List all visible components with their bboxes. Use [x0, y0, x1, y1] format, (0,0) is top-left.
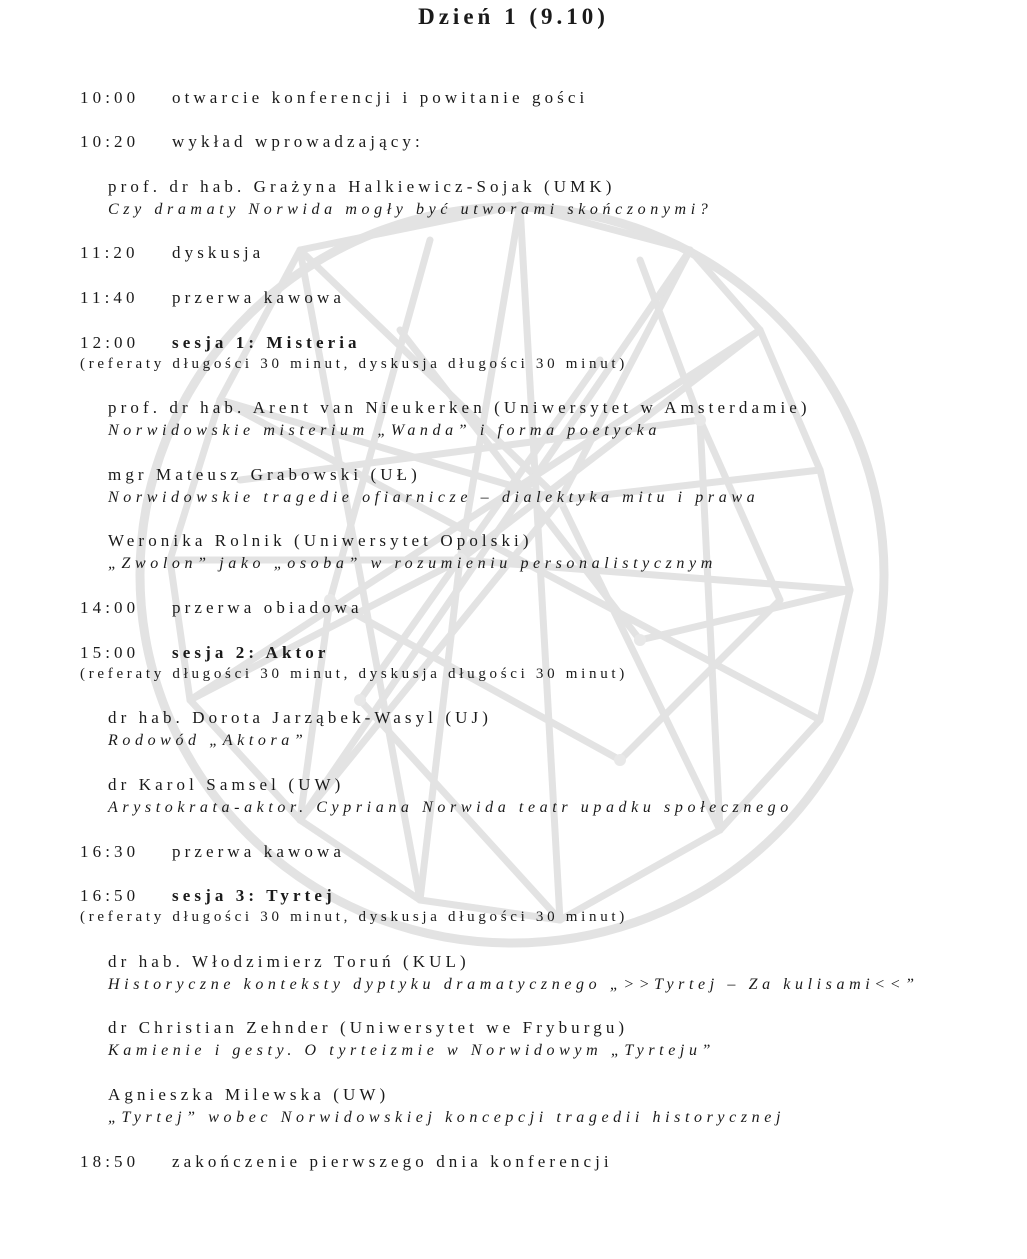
- time: 11:40: [80, 288, 139, 307]
- time: 16:50: [80, 886, 140, 905]
- talk-title: Kamienie i gesty. O tyrteizmie w Norwidowym „Tyrteju”: [108, 1042, 716, 1059]
- time: 15:00: [80, 643, 140, 662]
- session-label: sesja 1: Misteria: [172, 333, 361, 352]
- time: 11:20: [80, 243, 139, 262]
- time: 10:20: [80, 132, 140, 151]
- schedule-item-session-2: [80, 643, 330, 663]
- talk-title: Norwidowskie misterium „Wanda” i forma poetycka: [108, 422, 661, 439]
- session-label: sesja 3: Tyrtej: [172, 886, 336, 905]
- talk-title: Czy dramaty Norwida mogły być utworami skończonymi?: [108, 201, 713, 218]
- time: 10:00: [80, 88, 140, 107]
- schedule-item-discussion: [80, 243, 264, 263]
- schedule-item-opening: [80, 88, 588, 108]
- session-note: (referaty długości 30 minut, dyskusja długości 30 minut): [80, 666, 628, 682]
- speaker: dr Karol Samsel (UW): [108, 775, 345, 794]
- time: 12:00: [80, 333, 140, 352]
- speaker: dr hab. Dorota Jarząbek-Wasyl (UJ): [108, 708, 492, 727]
- schedule-item-coffee-break-2: [80, 842, 345, 862]
- schedule-item-closing: [80, 1152, 613, 1172]
- schedule-item-lunch-break: [80, 598, 363, 618]
- schedule-item-intro-lecture: [80, 132, 424, 152]
- session-label: sesja 2: Aktor: [172, 643, 330, 662]
- speaker: mgr Mateusz Grabowski (UŁ): [108, 465, 421, 484]
- speaker: prof. dr hab. Grażyna Halkiewicz-Sojak (UMK): [108, 177, 616, 196]
- speaker: Agnieszka Milewska (UW): [108, 1085, 390, 1104]
- schedule-item-session-1: [80, 333, 361, 353]
- speaker: dr hab. Włodzimierz Toruń (KUL): [108, 952, 470, 971]
- talk-title: „Zwolon” jako „osoba” w rozumieniu personalistycznym: [108, 555, 717, 572]
- item-label: zakończenie pierwszego dnia konferencji: [172, 1152, 613, 1171]
- talk-title: Historyczne konteksty dyptyku dramatycznego „>>Tyrtej – Za kulisami<<”: [108, 976, 919, 993]
- item-label: dyskusja: [172, 243, 265, 262]
- time: 14:00: [80, 598, 140, 617]
- time: 16:30: [80, 842, 140, 861]
- speaker: prof. dr hab. Arent van Nieukerken (Uniwersytet w Amsterdamie): [108, 398, 811, 417]
- day-title: Dzień 1 (9.10): [418, 4, 609, 29]
- item-label: przerwa kawowa: [172, 842, 346, 861]
- speaker: dr Christian Zehnder (Uniwersytet we Fryburgu): [108, 1018, 629, 1037]
- schedule-item-coffee-break: [80, 288, 345, 308]
- item-label: otwarcie konferencji i powitanie gości: [172, 88, 589, 107]
- time: 18:50: [80, 1152, 140, 1171]
- speaker: Weronika Rolnik (Uniwersytet Opolski): [108, 531, 533, 550]
- session-note: (referaty długości 30 minut, dyskusja długości 30 minut): [80, 909, 628, 925]
- item-label: wykład wprowadzający:: [172, 132, 424, 151]
- item-label: przerwa kawowa: [172, 288, 346, 307]
- talk-title: Norwidowskie tragedie ofiarnicze – dialektyka mitu i prawa: [108, 489, 760, 506]
- talk-title: Rodowód „Aktora”: [108, 732, 308, 749]
- talk-title: „Tyrtej” wobec Norwidowskiej koncepcji tragedii historycznej: [108, 1109, 785, 1126]
- session-note: (referaty długości 30 minut, dyskusja długości 30 minut): [80, 356, 628, 372]
- schedule-item-session-3: [80, 886, 336, 906]
- item-label: przerwa obiadowa: [172, 598, 363, 617]
- talk-title: Arystokrata-aktor. Cypriana Norwida teatr upadku społecznego: [108, 799, 793, 816]
